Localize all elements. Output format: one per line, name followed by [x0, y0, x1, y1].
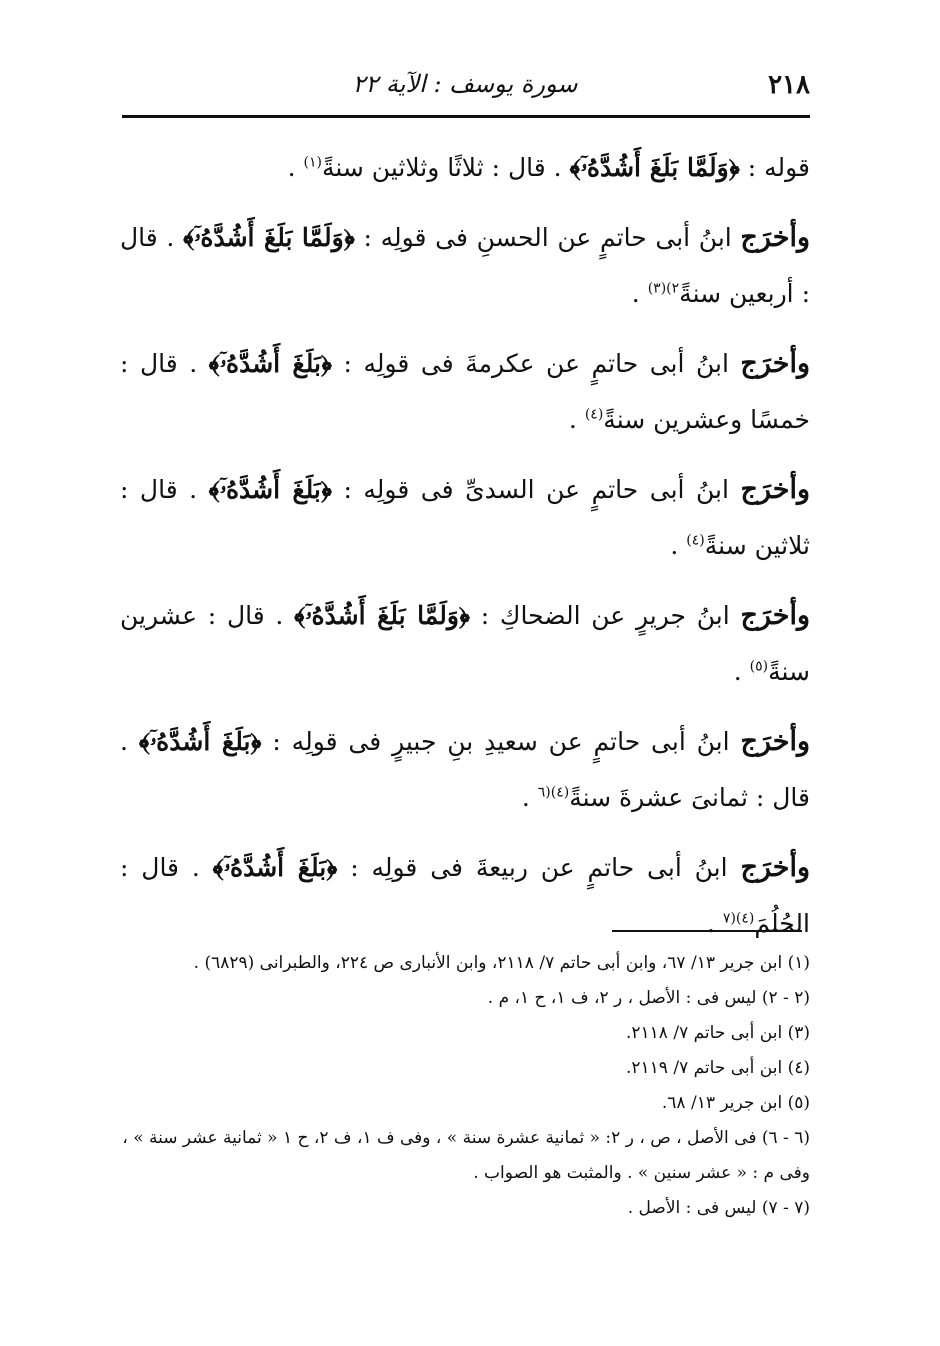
text-before: ابنُ أبى حاتمٍ عن السدىِّ فى قولِه : — [331, 475, 741, 504]
footnote: (٦ - ٦) فى الأصل ، ص ، ر ٢: « ثمانية عشرة سنة » ، وفى ف ١، ف ٢، ح ١ « ثمانية عشر سنة » ، — [122, 1128, 810, 1148]
footnote-ref: (٤)(٧ — [722, 910, 755, 927]
text-before: ابنُ أبى حاتمٍ عن الحسنِ فى قولِه : — [354, 223, 741, 252]
text-before: ابنُ أبى حاتمٍ عن ربيعةَ فى قولِه : — [337, 853, 741, 882]
quran-verse: ﴿بَلَغَ أَشُدَّهُۥٓ﴾ — [208, 349, 333, 378]
page-header — [120, 62, 810, 112]
text-after: . قال : ثمانىَ عشرةَ سنةً — [120, 727, 810, 812]
paragraph — [120, 588, 810, 700]
text-after: . قال : ثلاثًا وثلاثين سنةً — [321, 153, 570, 182]
footnote: (١) ابن جرير ١٣/ ٦٧، وابن أبى حاتم ٧/ ٢١١٨، وابن الأنبارى ص ٢٢٤، والطبرانى (٦٨٢٩) . — [193, 953, 810, 973]
paragraph — [120, 462, 810, 574]
paragraph — [120, 840, 810, 952]
text-before: ابنُ جريرٍ عن الضحاكِ : — [469, 601, 741, 630]
paragraph — [120, 714, 810, 826]
text-after: . قال : الحُلُمَ — [120, 853, 810, 938]
text-end: . — [568, 405, 585, 434]
lead-word: وأخرَج — [740, 726, 810, 757]
text-after: . قال : عشرين سنةً — [120, 601, 810, 686]
footnote-ref: ٢)(٣) — [647, 280, 680, 297]
lead-word: وأخرَج — [740, 474, 810, 505]
lead-word: وأخرَج — [740, 852, 810, 883]
paragraph — [120, 210, 810, 322]
footnote: وفى م : « عشر سنين » . والمثبت هو الصواب . — [473, 1163, 810, 1183]
quran-verse: ﴿وَلَمَّا بَلَغَ أَشُدَّهُۥٓ﴾ — [183, 223, 355, 252]
footnote-ref: (٤) — [686, 532, 705, 549]
header-rule — [122, 115, 810, 118]
text-after: . قال : خمسًا وعشرين سنةً — [120, 349, 810, 434]
lead-word: وأخرَج — [740, 348, 810, 379]
text-end: . — [670, 531, 687, 560]
quran-verse: ﴿وَلَمَّا بَلَغَ أَشُدَّهُۥٓ﴾ — [294, 601, 470, 630]
footnote: (٣) ابن أبى حاتم ٧/ ٢١١٨. — [625, 1023, 810, 1043]
text-before: ابنُ أبى حاتمٍ عن عكرمةَ فى قولِه : — [332, 349, 741, 378]
footnote: (٢ - ٢) ليس فى : الأصل ، ر ٢، ف ١، ح ١، م . — [487, 988, 810, 1008]
paragraph — [120, 336, 810, 448]
text-end: . — [707, 909, 723, 938]
page-number: ٢١٨ — [768, 70, 810, 100]
footnotes — [120, 946, 810, 1226]
main-text — [120, 140, 810, 966]
text-after: . قال : ثلاثين سنةً — [120, 475, 810, 560]
text-before: قوله : — [739, 153, 810, 182]
lead-word: وأخرَج — [740, 600, 810, 631]
quran-verse: ﴿بَلَغَ أَشُدَّهُۥٓ﴾ — [208, 475, 332, 504]
text-after: . قال : أربعين سنةً — [120, 223, 810, 308]
quran-verse: ﴿وَلَمَّا بَلَغَ أَشُدَّهُۥٓ﴾ — [569, 153, 740, 182]
footnote: (٤) ابن أبى حاتم ٧/ ٢١١٩. — [625, 1058, 810, 1078]
paragraph — [120, 140, 810, 196]
running-title: سورة يوسف : الآية ٢٢ — [352, 70, 578, 98]
footnote-ref: (٤)(٦ — [537, 784, 570, 801]
text-end: . — [733, 657, 750, 686]
footnote: (٥) ابن جرير ١٣/ ٦٨. — [661, 1093, 810, 1113]
footnote-ref: (٥) — [749, 658, 769, 675]
footnote-rule — [612, 930, 802, 932]
quran-verse: ﴿بَلَغَ أَشُدَّهُۥٓ﴾ — [138, 727, 262, 756]
text-end: . — [521, 783, 538, 812]
footnote: (٧ - ٧) ليس فى : الأصل . — [627, 1198, 810, 1218]
footnote-ref: (١) — [303, 154, 322, 171]
text-end: . — [631, 279, 648, 308]
quran-verse: ﴿بَلَغَ أَشُدَّهُۥٓ﴾ — [212, 853, 338, 882]
text-end: . — [287, 153, 304, 182]
lead-word: وأخرَج — [740, 222, 810, 253]
text-before: ابنُ أبى حاتمٍ عن سعيدِ بنِ جبيرٍ فى قولِه : — [261, 727, 741, 756]
footnote-ref: (٤) — [584, 406, 604, 423]
